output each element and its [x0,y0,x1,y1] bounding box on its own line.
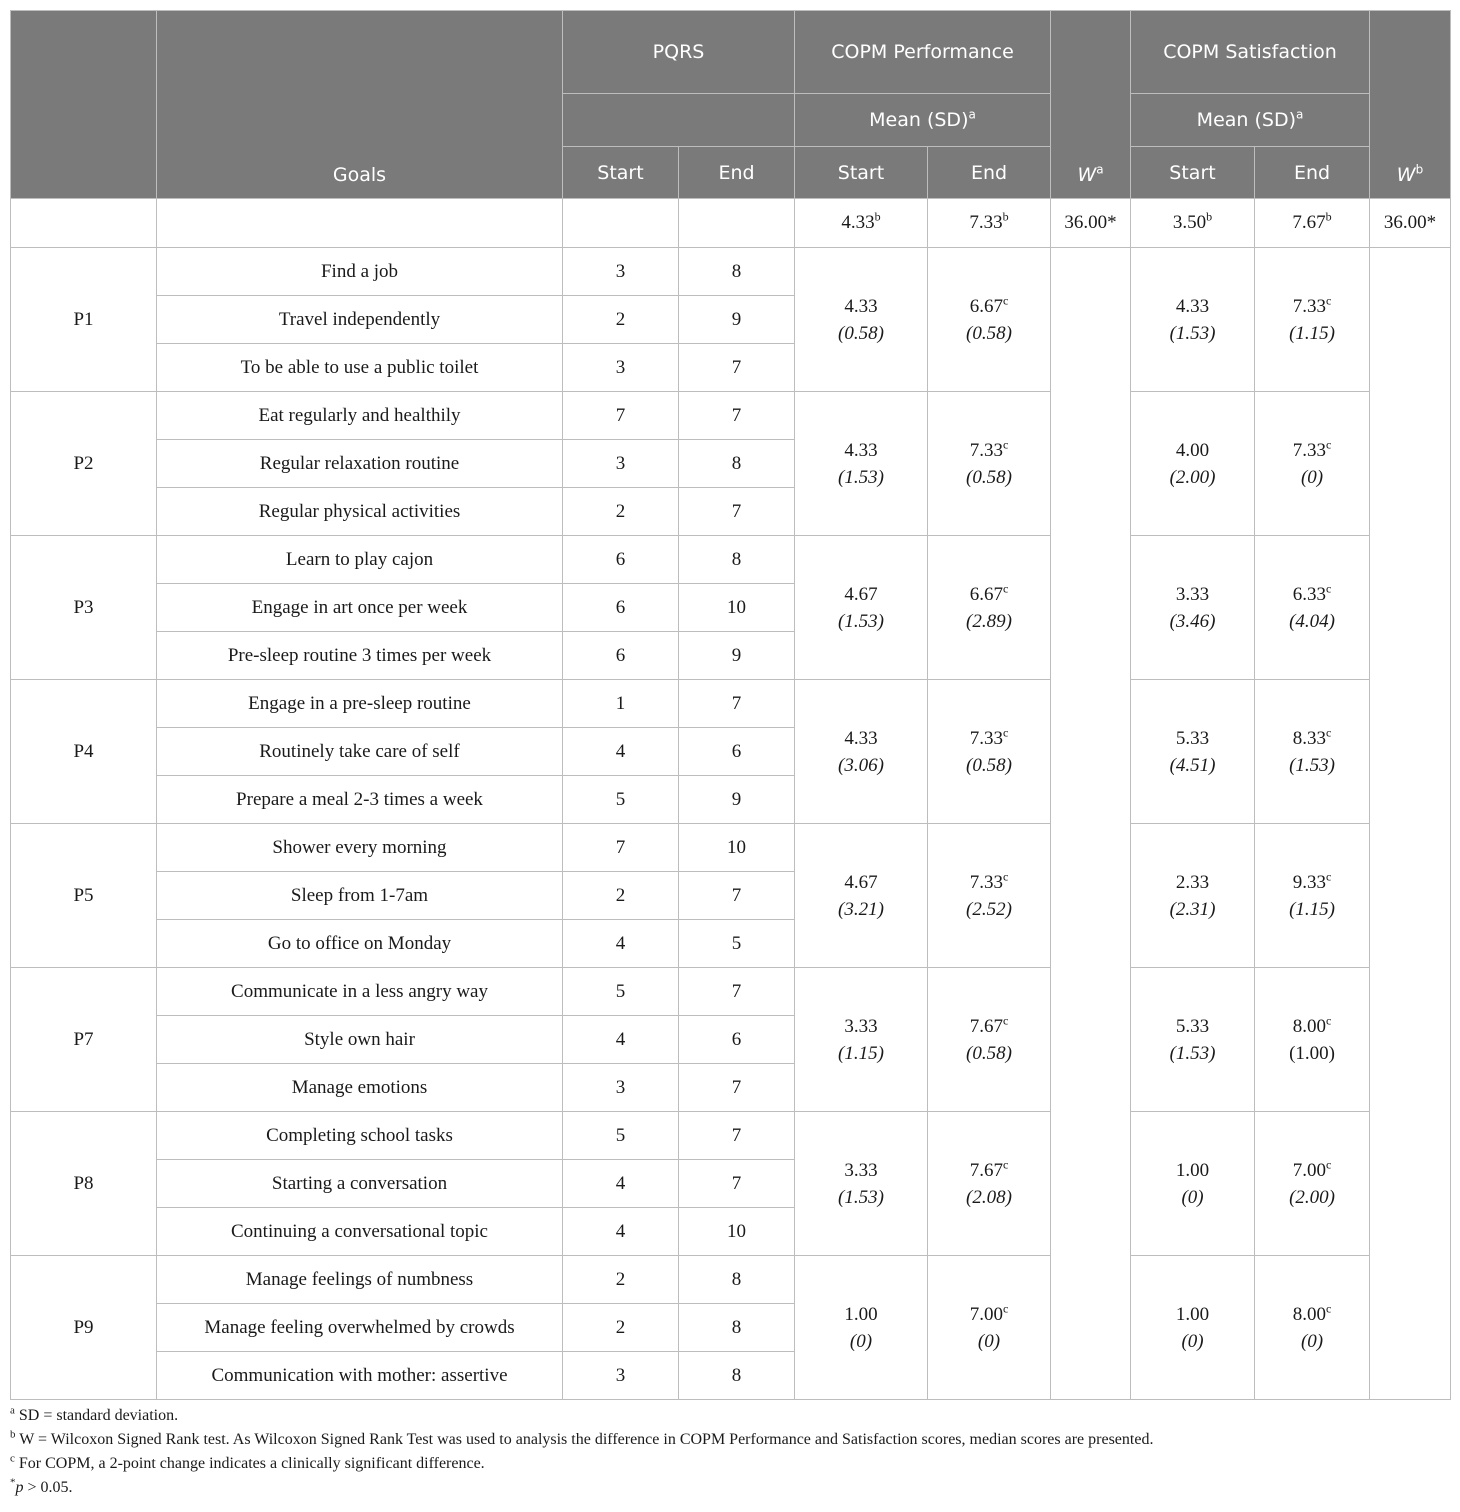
pqrs-start: 5 [563,1112,679,1160]
pqrs-end: 7 [679,1160,795,1208]
sat-end-cell: 7.33$^c$ (0) [1255,392,1370,536]
goal-text: Completing school tasks [157,1112,563,1160]
perf-start-mean: 3.33 [844,1159,878,1181]
sat-end-mean: 7.33 [1292,295,1326,317]
goal-text: Starting a conversation [157,1160,563,1208]
sat-start-mean: 1.00 [1175,1159,1210,1181]
sat-end-mean: 8.33 [1292,727,1326,749]
pqrs-start: 6 [563,632,679,680]
goal-text: Communication with mother: assertive [157,1352,563,1400]
perf-end-cell: 7.00$^c$ (0) [928,1256,1051,1400]
goal-text: Learn to play cajon [157,536,563,584]
perf-end-mean: 6.67 [969,295,1003,317]
participant-id: P1 [11,248,157,392]
perf-start-sd: (1.53) [838,610,884,632]
perf-start-sd: (1.53) [838,1186,884,1208]
sat-start-cell [1131,392,1255,536]
summary-row [11,199,1451,248]
perf-end-mean: 6.67 [969,583,1003,605]
pqrs-end: 10 [679,584,795,632]
sat-end-mean: 6.33 [1292,583,1326,605]
pqrs-start: 2 [563,1304,679,1352]
sat-start-cell [1131,1256,1255,1400]
perf-start-mean: 3.33 [844,1015,878,1037]
perf-end-cell: 7.33$^c$ (0.58) [928,392,1051,536]
summary-w-perf: 36.00* [1051,199,1131,248]
header-copm-satisfaction: COPM Satisfaction [1131,11,1370,94]
pqrs-end: 10 [679,1208,795,1256]
pqrs-end: 8 [679,440,795,488]
table-row [11,968,1451,1016]
goal-text: Shower every morning [157,824,563,872]
sat-start-sd: (2.31) [1169,898,1216,920]
pqrs-end: 7 [679,680,795,728]
sat-end-cell: 7.33$^c$ (1.15) [1255,248,1370,392]
perf-end-mean: 7.67 [969,1159,1003,1181]
sat-start-mean: 5.33 [1175,727,1210,749]
pqrs-end: 9 [679,296,795,344]
sat-end-sd: (1.00) [1289,1042,1335,1064]
results-table [10,10,1451,1400]
sat-start-mean: 4.33 [1175,295,1210,317]
table-row [11,680,1451,728]
pqrs-start: 3 [563,440,679,488]
summary-sat-start: 3.50$^b$ [1131,199,1255,248]
header-pqrs-blank [563,94,795,147]
sat-start-cell [1131,536,1255,680]
w-perf-blank [1051,248,1131,1400]
goal-text: Regular relaxation routine [157,440,563,488]
sat-start-cell [1131,248,1255,392]
footnotes [10,1404,1153,1500]
sat-start-sd: (0) [1181,1186,1204,1208]
pqrs-end: 8 [679,1256,795,1304]
pqrs-end: 10 [679,824,795,872]
perf-start-mean: 4.67 [844,871,878,893]
perf-start-sd: (3.06) [838,754,884,776]
header-goals: Goals [157,11,563,199]
pqrs-start: 5 [563,776,679,824]
perf-end-sd: (0) [977,1330,1001,1352]
summary-blank [11,199,157,248]
pqrs-end: 7 [679,392,795,440]
sat-end-cell: 8.00$^c$ (0) [1255,1256,1370,1400]
pqrs-end: 9 [679,632,795,680]
pqrs-start: 1 [563,680,679,728]
summary-blank [157,199,563,248]
goal-text: Eat regularly and healthily [157,392,563,440]
perf-end-sd: (2.08) [966,1186,1012,1208]
pqrs-end: 7 [679,1112,795,1160]
perf-start-sd: (1.53) [838,466,884,488]
pqrs-end: 7 [679,344,795,392]
perf-end-mean: 7.33 [969,871,1003,893]
sat-start-mean: 4.00 [1175,439,1210,461]
perf-start-sd: (0.58) [838,322,884,344]
sat-start-sd: (2.00) [1169,466,1216,488]
pqrs-end: 8 [679,1352,795,1400]
summary-perf-start: 4.33$^b$ [795,199,928,248]
pqrs-start: 4 [563,920,679,968]
pqrs-end: 6 [679,1016,795,1064]
summary-blank [679,199,795,248]
perf-start-cell [795,248,928,392]
perf-start-cell [795,968,928,1112]
perf-start-mean: 4.33 [844,727,878,749]
perf-start-cell [795,1256,928,1400]
pqrs-start: 7 [563,824,679,872]
header-sat-mean-sd: Mean (SD)$^a$ [1131,94,1370,147]
table-row [11,1256,1451,1304]
perf-start-cell [795,824,928,968]
sat-start-mean: 5.33 [1175,1015,1210,1037]
perf-start-sd: (3.21) [838,898,884,920]
goal-text: Find a job [157,248,563,296]
pqrs-start: 3 [563,1064,679,1112]
table-row [11,248,1451,296]
header-pqrs-start: Start [563,147,679,199]
pqrs-start: 4 [563,1016,679,1064]
table-row [11,392,1451,440]
perf-start-cell [795,392,928,536]
perf-start-mean: 1.00 [844,1303,878,1325]
w-sat-blank [1370,248,1451,1400]
header-perf-end: End [928,147,1051,199]
footnote-c: $^c$ For COPM, a 2-point change indicates a clinically significant difference. [10,1452,485,1472]
pqrs-end: 7 [679,872,795,920]
perf-start-sd: (1.15) [838,1042,884,1064]
pqrs-start: 4 [563,728,679,776]
sat-end-mean: 7.00 [1292,1159,1326,1181]
sat-end-mean: 9.33 [1292,871,1326,893]
pqrs-end: 8 [679,248,795,296]
summary-sat-end: 7.67$^b$ [1255,199,1370,248]
header-pqrs: PQRS [563,11,795,94]
table-row [11,824,1451,872]
sat-start-mean: 3.33 [1175,583,1210,605]
pqrs-start: 5 [563,968,679,1016]
sat-end-sd: (2.00) [1289,1186,1335,1208]
header-sat-end: End [1255,147,1370,199]
goal-text: Manage emotions [157,1064,563,1112]
participant-id: P2 [11,392,157,536]
header-w-performance: $W^a$ [1051,11,1131,199]
footnote-b: $^b$ W = Wilcoxon Signed Rank test. As Wilcoxon Signed Rank Test was used to analysis the difference in COPM Performance and Satisfaction scores, median scores are presented. [10,1428,1154,1448]
sat-end-sd: (1.15) [1289,898,1335,920]
goal-text: Manage feeling overwhelmed by crowds [157,1304,563,1352]
goal-text: Pre-sleep routine 3 times per week [157,632,563,680]
perf-end-cell: 7.67$^c$ (0.58) [928,968,1051,1112]
perf-end-sd: (2.89) [966,610,1012,632]
goal-text: Routinely take care of self [157,728,563,776]
participant-id: P8 [11,1112,157,1256]
sat-end-cell: 8.00$^c$ (1.00) [1255,968,1370,1112]
sat-start-sd: (3.46) [1169,610,1216,632]
sat-end-sd: (1.15) [1289,322,1335,344]
perf-start-mean: 4.67 [844,583,878,605]
goal-text: Prepare a meal 2-3 times a week [157,776,563,824]
sat-start-cell [1131,824,1255,968]
goal-text: Sleep from 1-7am [157,872,563,920]
sat-end-sd: (1.53) [1289,754,1335,776]
table-row [11,536,1451,584]
perf-end-sd: (0.58) [966,1042,1012,1064]
pqrs-start: 3 [563,1352,679,1400]
pqrs-end: 7 [679,488,795,536]
summary-blank [563,199,679,248]
goal-text: Go to office on Monday [157,920,563,968]
pqrs-end: 8 [679,536,795,584]
goal-text: Travel independently [157,296,563,344]
pqrs-start: 3 [563,248,679,296]
table-row [11,1112,1451,1160]
goal-text: Engage in a pre-sleep routine [157,680,563,728]
pqrs-start: 4 [563,1208,679,1256]
header-w-satisfaction: $W^b$ [1370,11,1451,199]
pqrs-start: 2 [563,296,679,344]
goal-text: Regular physical activities [157,488,563,536]
header-perf-mean-sd: Mean (SD)$^a$ [795,94,1051,147]
pqrs-start: 6 [563,536,679,584]
header-sat-start: Start [1131,147,1255,199]
pqrs-end: 6 [679,728,795,776]
perf-end-cell: 7.67$^c$ (2.08) [928,1112,1051,1256]
sat-start-sd: (4.51) [1169,754,1216,776]
sat-start-sd: (1.53) [1169,1042,1216,1064]
sat-end-cell: 8.33$^c$ (1.53) [1255,680,1370,824]
perf-end-mean: 7.67 [969,1015,1003,1037]
footnote-p: *p > 0.05. [10,1476,73,1496]
sat-end-sd: (4.04) [1289,610,1335,632]
pqrs-start: 6 [563,584,679,632]
sat-end-mean: 8.00 [1292,1015,1326,1037]
goal-text: Style own hair [157,1016,563,1064]
perf-start-sd: (0) [849,1330,873,1352]
sat-end-cell: 9.33$^c$ (1.15) [1255,824,1370,968]
participant-id: P7 [11,968,157,1112]
perf-end-sd: (2.52) [966,898,1012,920]
sat-start-mean: 1.00 [1175,1303,1210,1325]
footnote-a: $^a$ SD = standard deviation. [10,1404,179,1424]
pqrs-end: 5 [679,920,795,968]
participant-id: P4 [11,680,157,824]
summary-w-sat: 36.00* [1370,199,1451,248]
header-blank [11,11,157,199]
pqrs-end: 9 [679,776,795,824]
sat-end-mean: 8.00 [1292,1303,1326,1325]
sat-end-sd: (0) [1300,466,1324,488]
perf-end-cell: 6.67$^c$ (2.89) [928,536,1051,680]
goal-text: To be able to use a public toilet [157,344,563,392]
perf-end-sd: (0.58) [966,754,1012,776]
table-header [11,11,1451,199]
pqrs-start: 2 [563,872,679,920]
pqrs-end: 8 [679,1304,795,1352]
sat-start-mean: 2.33 [1175,871,1210,893]
header-pqrs-end: End [679,147,795,199]
sat-start-sd: (1.53) [1169,322,1216,344]
header-perf-start: Start [795,147,928,199]
pqrs-start: 3 [563,344,679,392]
perf-end-mean: 7.00 [969,1303,1003,1325]
perf-end-sd: (0.58) [966,466,1012,488]
sat-start-cell [1131,680,1255,824]
perf-start-cell [795,680,928,824]
sat-start-cell [1131,1112,1255,1256]
pqrs-start: 7 [563,392,679,440]
perf-start-mean: 4.33 [844,295,878,317]
pqrs-start: 2 [563,1256,679,1304]
summary-perf-end: 7.33$^b$ [928,199,1051,248]
pqrs-start: 4 [563,1160,679,1208]
perf-start-cell [795,536,928,680]
participant-id: P5 [11,824,157,968]
perf-end-cell: 6.67$^c$ (0.58) [928,248,1051,392]
pqrs-end: 7 [679,968,795,1016]
goal-text: Manage feelings of numbness [157,1256,563,1304]
goal-text: Communicate in a less angry way [157,968,563,1016]
sat-end-sd: (0) [1300,1330,1324,1352]
perf-start-mean: 4.33 [844,439,878,461]
perf-end-cell: 7.33$^c$ (2.52) [928,824,1051,968]
table-body [11,199,1451,1400]
pqrs-end: 7 [679,1064,795,1112]
header-copm-performance: COPM Performance [795,11,1051,94]
perf-end-mean: 7.33 [969,727,1003,749]
participant-id: P9 [11,1256,157,1400]
sat-start-sd: (0) [1181,1330,1204,1352]
goal-text: Engage in art once per week [157,584,563,632]
sat-end-cell: 6.33$^c$ (4.04) [1255,536,1370,680]
sat-start-cell [1131,968,1255,1112]
sat-end-cell: 7.00$^c$ (2.00) [1255,1112,1370,1256]
participant-id: P3 [11,536,157,680]
perf-end-cell: 7.33$^c$ (0.58) [928,680,1051,824]
perf-end-sd: (0.58) [966,322,1012,344]
perf-start-cell [795,1112,928,1256]
sat-end-mean: 7.33 [1292,439,1326,461]
goal-text: Continuing a conversational topic [157,1208,563,1256]
perf-end-mean: 7.33 [969,439,1003,461]
pqrs-start: 2 [563,488,679,536]
